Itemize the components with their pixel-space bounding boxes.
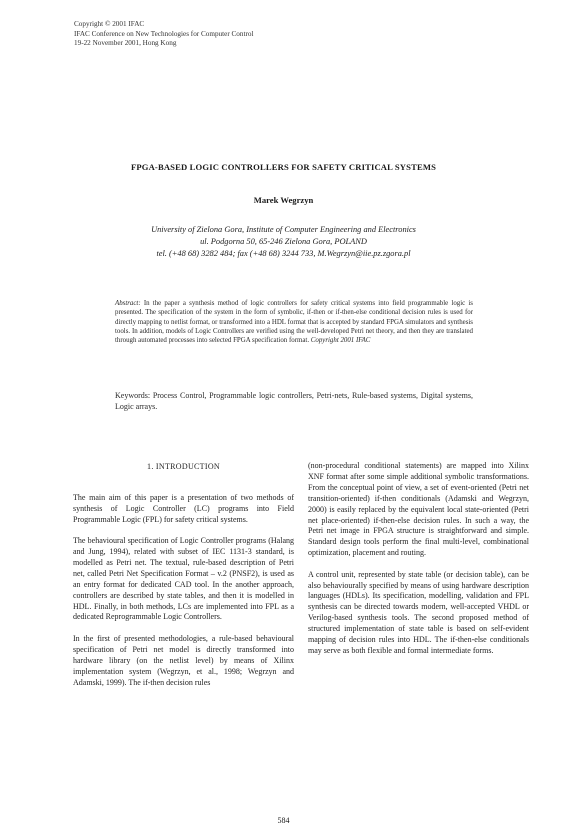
affiliation-address: ul. Podgorna 50, 65-246 Zielona Gora, POLAND [200,236,367,246]
paragraph: The main aim of this paper is a presentation of two methods of synthesis of Logic Controller (LC) programs into Field Programmable Logic (FPL) for safety critical systems. [73,492,294,524]
copyright-line: Copyright © 2001 IFAC [74,20,145,28]
page-number: 584 [277,816,290,825]
left-column [73,462,294,699]
abstract-copyright: Copyright 2001 IFAC [310,337,371,345]
abstract [115,299,473,345]
author-name: Marek Wegrzyn [253,195,314,205]
paper-title: FPGA-BASED LOGIC CONTROLLERS FOR SAFETY CRITICAL SYSTEMS [130,162,437,172]
affiliation-contact: tel. (+48 68) 3282 484; fax (+48 68) 3244 733, M.Wegrzyn@iie.pz.zgora.pl [156,248,411,258]
right-column [308,461,529,667]
abstract-label: Abstract: [115,300,141,307]
section-heading-introduction: 1. INTRODUCTION [147,462,220,471]
conference-date-line: 19-22 November 2001, Hong Kong [74,39,177,48]
affiliation-block [0,224,567,259]
conference-name-line: IFAC Conference on New Technologies for Computer Control [74,29,254,38]
abstract-text: In the paper a synthesis method of logic controllers for safety critical systems into field programmable logic is presented. The specification of the system in the form of symbolic, if-then or if-then-else conditional decision rules is used for directly mapping to netlist format, or transformed into a HDL format that is accepted by standard FPGA simulators and synthesis tools. In addition, models of Logic Controllers are verified using the well-developed Petri net theory, and then they are translated through automated processes into selected FPGA specification format. [115,300,473,345]
paragraph: A control unit, represented by state table (or decision table), can be also behaviourally specified by means of using hardware description languages (HDLs). Its specification, modelling, validation and FPL synthesis can be directed towards modern, well-accepted VHDL or Verilog-based synthesis tools. The second proposed method of structured implementation of state table is based on self-evident mapping of decision rules into HDL. The if-then-else conditionals may serve as both flexible and formal intermediate forms. [308,569,529,655]
keywords: Keywords: Process Control, Programmable logic controllers, Petri-nets, Rule-based systems, Digital systems, Logic arrays. [115,391,473,411]
paragraph: The behavioural specification of Logic Controller programs (Halang and Jung, 1994), related with subset of IEC 1131-3 standard, is modelled as Petri net. The textual, rule-based description of Petri net, called Petri Net Specification Format – v.2 (PNSF2), is used as an entry format for dedicated CAD tool. In the another approach, controllers are described by state tables, and then it is modelled in HDL. Finally, in both methods, LCs are implemented into FPL as a dedicated Reprogrammable Logic Controllers. [73,536,294,622]
paragraph: In the first of presented methodologies, a rule-based behavioural specification of Petri net model is directly transformed into hardware library (on the netlist level) by means of Xilinx implementation system (Wegrzyn, et al., 1998; Wegrzyn and Adamski, 1999). The if-then decision rules [73,633,294,687]
affiliation-institute: University of Zielona Gora, Institute of Computer Engineering and Electronics [151,225,416,234]
paragraph: (non-procedural conditional statements) are mapped into Xilinx XNF format after some simple additional symbolic transformations. From the conceptual point of view, a set of event-oriented (Petri net transition-oriented) if-then conditionals (Adamski and Wegrzyn, 2000) is easily replaced by the equivalent local state-oriented (Petri net place-oriented) if-then-else decision rules. In such a way, the Petri net image in FPGA structure is straightforward and simple. Standard design tools perform the final multi-level, combinational optimization, placement and routing. [308,461,529,558]
conference-header [74,20,253,49]
